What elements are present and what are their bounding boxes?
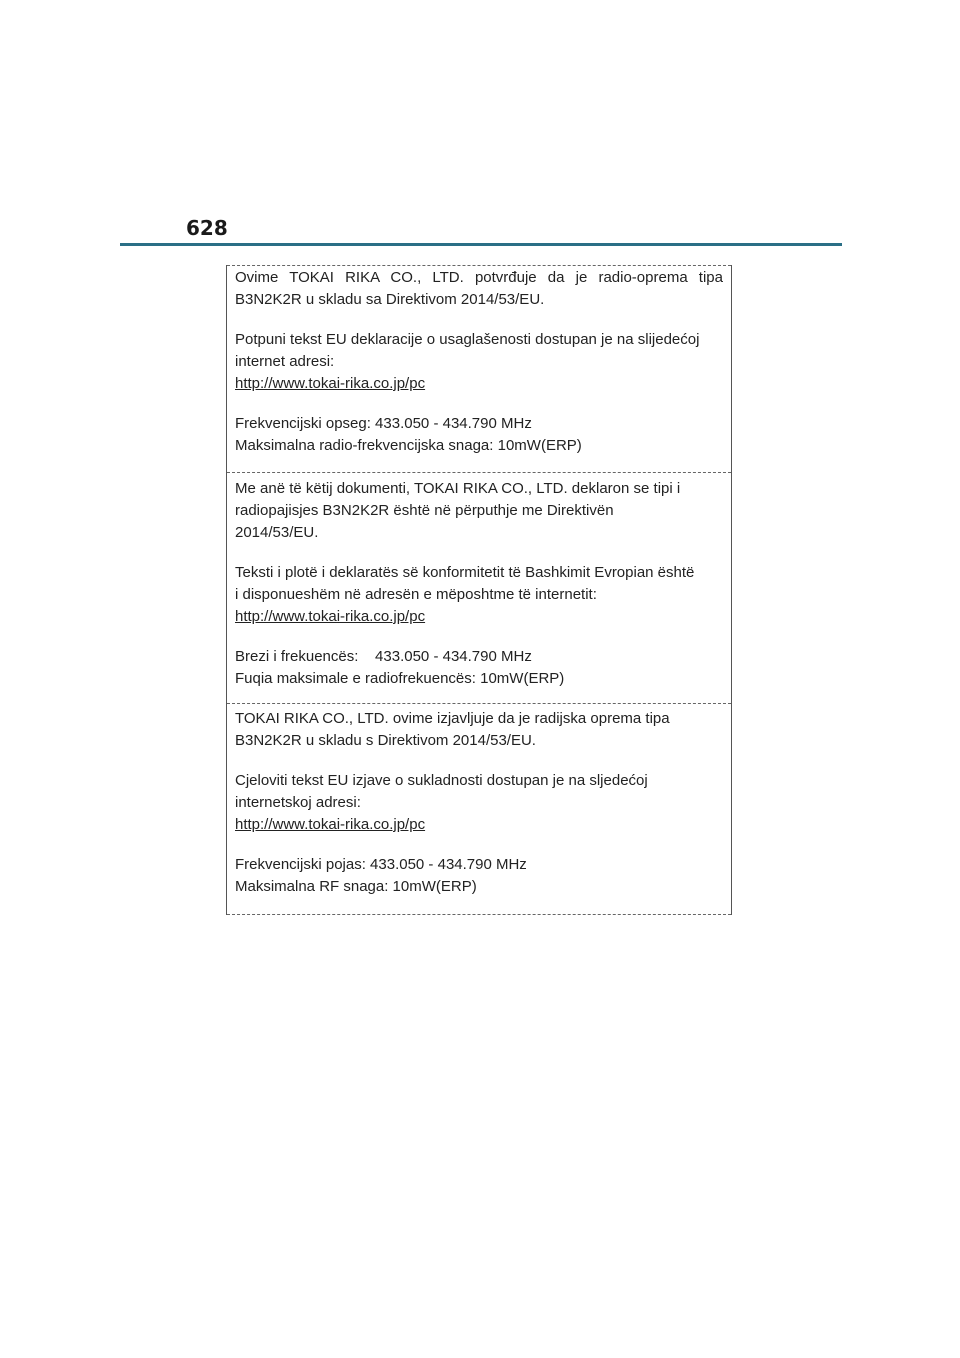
intro-line: Me anë të këtij dokumenti, TOKAI RIKA CO., LTD. deklaron se tipi i xyxy=(235,480,681,497)
intro-line: Ovime TOKAI RIKA CO., LTD. potvrđuje da je radio-oprema tipa xyxy=(235,269,723,286)
section-divider xyxy=(227,472,731,473)
box-top-border xyxy=(227,265,731,266)
declaration-box xyxy=(226,265,732,915)
text-line: Potpuni tekst EU deklaracije o usaglašenosti dostupan je na slijedećoj xyxy=(235,331,700,348)
declaration-link[interactable]: http://www.tokai-rika.co.jp/pc xyxy=(235,608,426,625)
text-line: internetskoj adresi: xyxy=(235,794,361,811)
section-divider xyxy=(227,703,731,704)
intro-line: TOKAI RIKA CO., LTD. ovime izjavljuje da je radijska oprema tipa xyxy=(235,710,670,727)
intro-line: B3N2K2R u skladu sa Direktivom 2014/53/EU. xyxy=(235,291,545,308)
intro-line: 2014/53/EU. xyxy=(235,524,319,541)
spec-line: Maksimalna RF snaga: 10mW(ERP) xyxy=(235,878,477,895)
declaration-section-3 xyxy=(235,708,723,898)
spec-line: Frekvencijski opseg: 433.050 - 434.790 MHz xyxy=(235,415,532,432)
text-line: internet adresi: xyxy=(235,353,335,370)
spec-line: Fuqia maksimale e radiofrekuencës: 10mW(ERP) xyxy=(235,670,565,687)
text-line: i disponueshëm në adresën e mëposhtme të internetit: xyxy=(235,586,597,603)
box-bottom-border xyxy=(227,914,731,915)
spec-line: Maksimalna radio-frekvencijska snaga: 10mW(ERP) xyxy=(235,437,582,454)
declaration-link[interactable]: http://www.tokai-rika.co.jp/pc xyxy=(235,375,426,392)
declaration-link[interactable]: http://www.tokai-rika.co.jp/pc xyxy=(235,816,426,833)
header-rule xyxy=(120,243,842,246)
text-line: Teksti i plotë i deklaratës së konformitetit të Bashkimit Evropian është xyxy=(235,564,695,581)
intro-line: radiopajisjes B3N2K2R është në përputhje me Direktivën xyxy=(235,502,614,519)
intro-line: B3N2K2R u skladu s Direktivom 2014/53/EU. xyxy=(235,732,536,749)
spec-line: Frekvencijski pojas: 433.050 - 434.790 MHz xyxy=(235,856,527,873)
spec-line: Brezi i frekuencës: 433.050 - 434.790 MHz xyxy=(235,648,532,665)
text-line: Cjeloviti tekst EU izjave o sukladnosti dostupan je na sljedećoj xyxy=(235,772,648,789)
declaration-section-2 xyxy=(235,478,723,690)
declaration-section-1 xyxy=(235,267,723,457)
page-number: 628 xyxy=(186,216,228,240)
